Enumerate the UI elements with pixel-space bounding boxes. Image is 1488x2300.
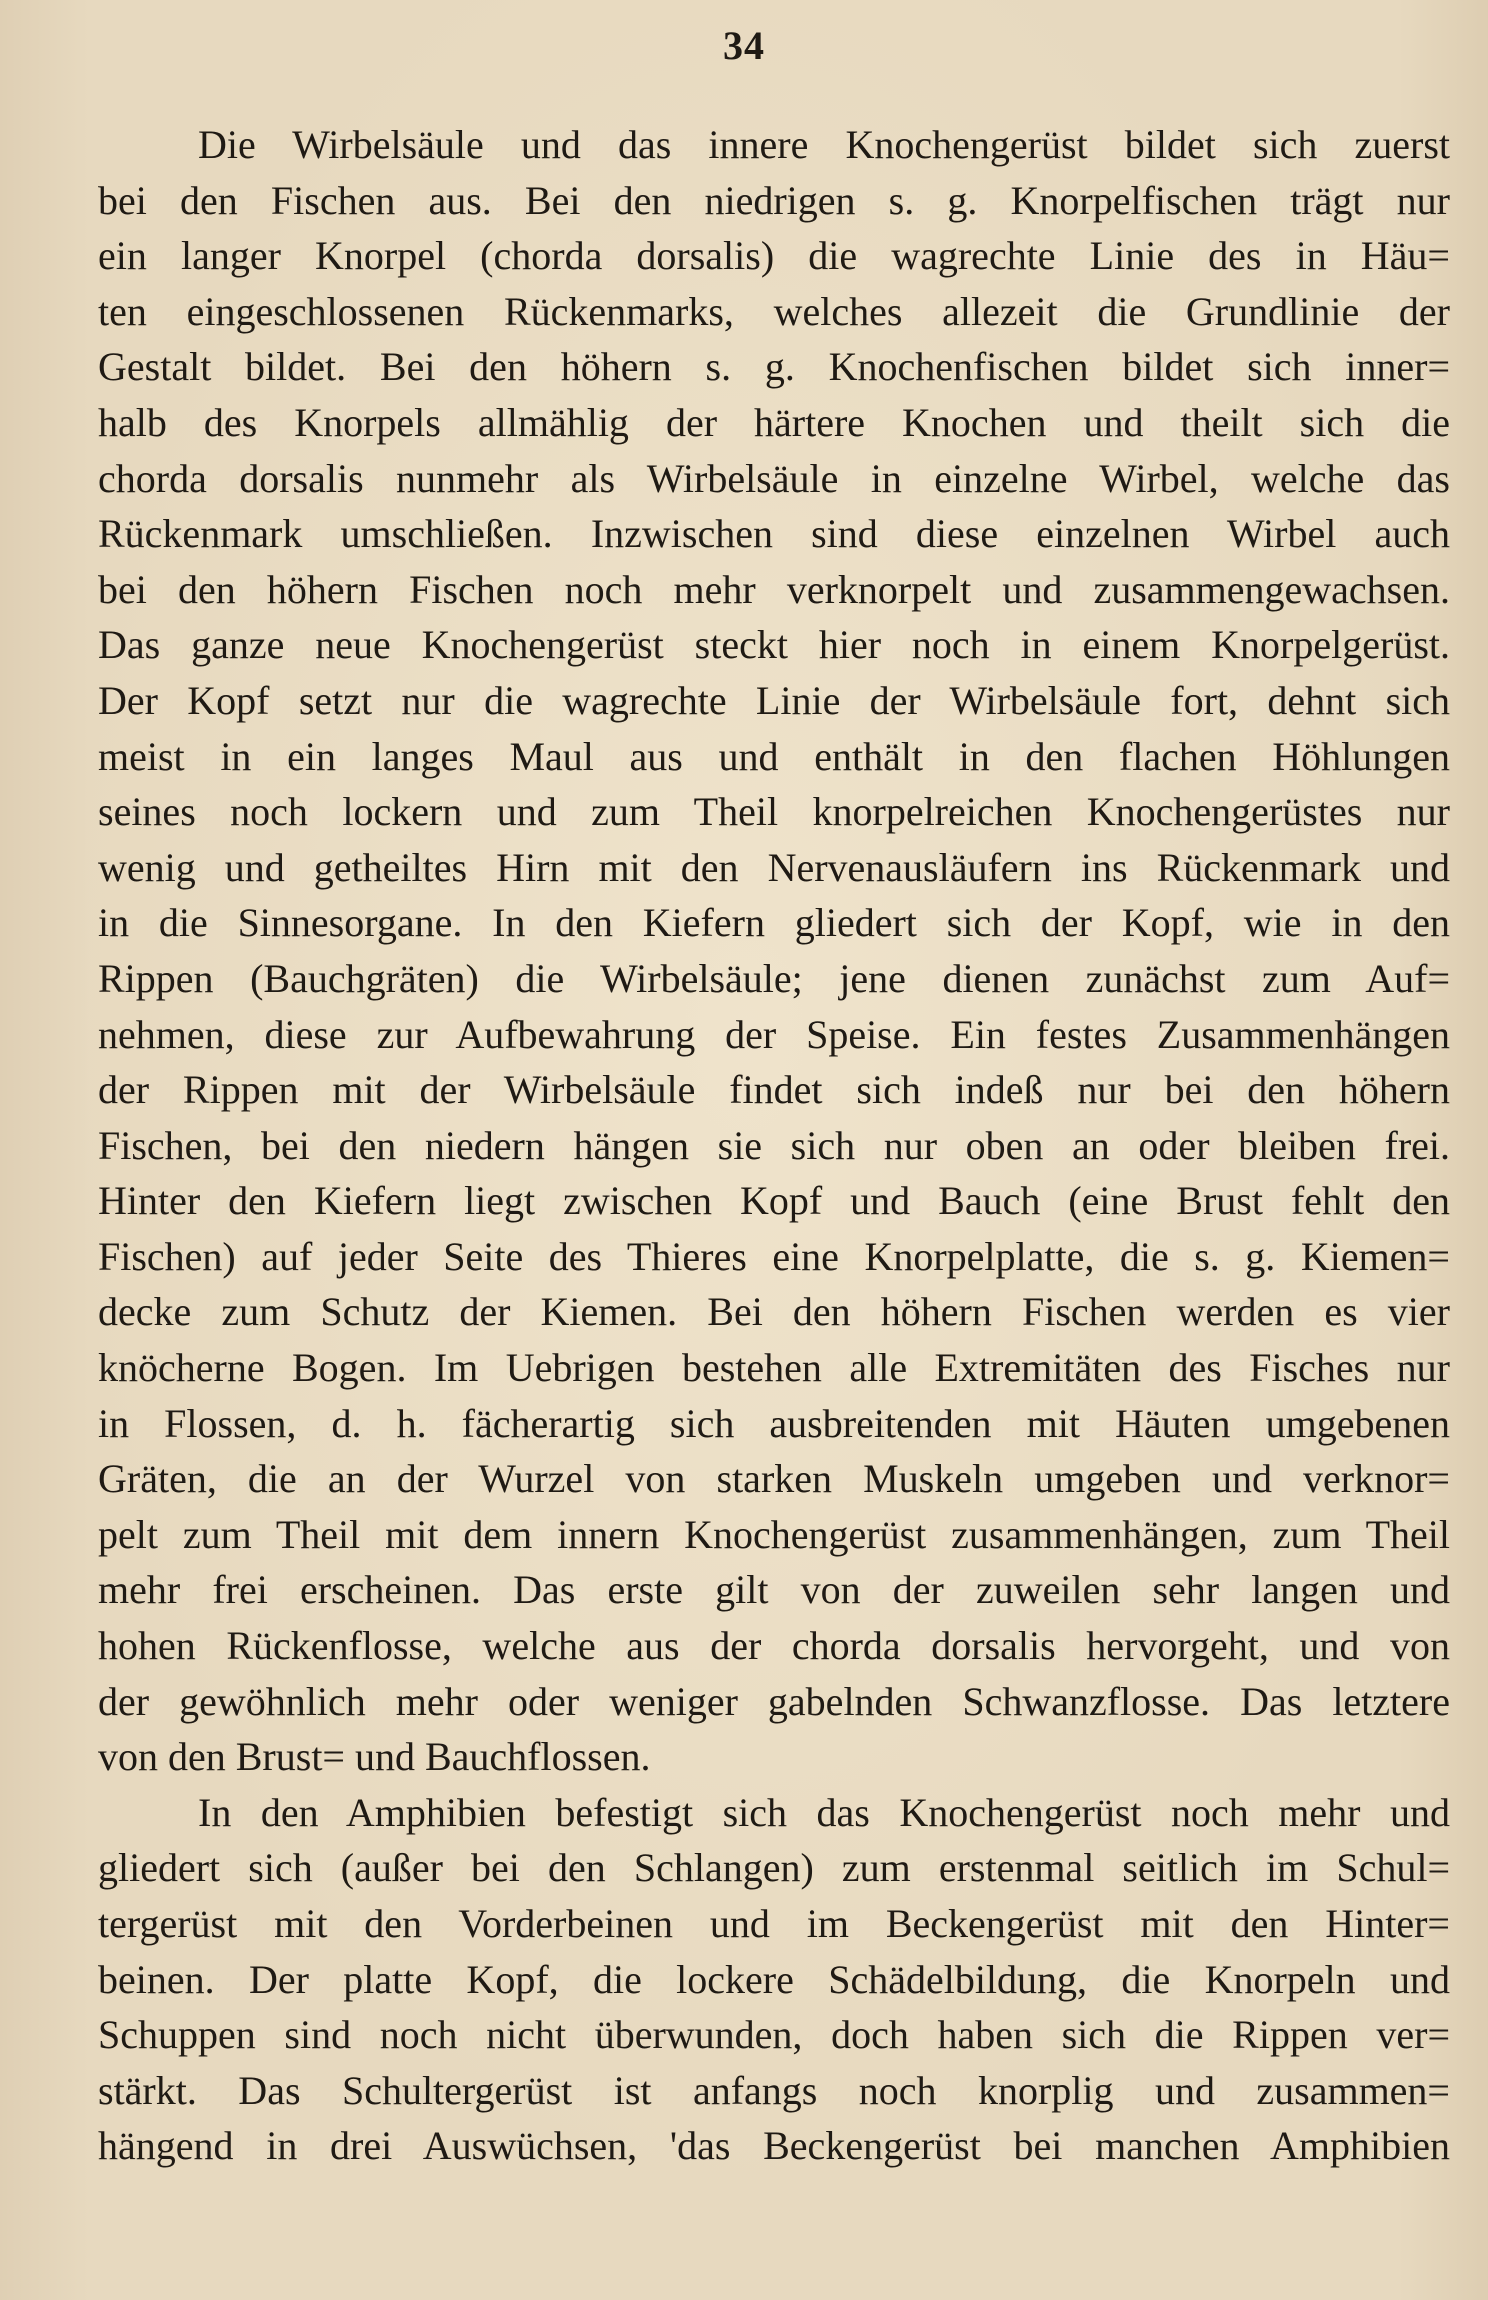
text-line: der gewöhnlich mehr oder weniger gabelnden Schwanzflosse. Das letztere bbox=[98, 1678, 1450, 1724]
text-line: Fischen, bei den niedern hängen sie sich nur oben an oder bleiben frei. bbox=[98, 1122, 1450, 1168]
text-line: wenig und getheiltes Hirn mit den Nervenausläufern ins Rückenmark und bbox=[98, 844, 1450, 890]
paragraph-2 bbox=[98, 1785, 1450, 2174]
text-line: stärkt. Das Schultergerüst ist anfangs noch knorplig und zusammen= bbox=[98, 2067, 1450, 2113]
body-text bbox=[98, 117, 1450, 2174]
text-line: Fischen) auf jeder Seite des Thieres eine Knorpelplatte, die s. g. Kiemen= bbox=[98, 1233, 1450, 1279]
text-line: Rückenmark umschließen. Inzwischen sind diese einzelnen Wirbel auch bbox=[98, 511, 1450, 557]
text-line: knöcherne Bogen. Im Uebrigen bestehen alle Extremitäten des Fisches nur bbox=[98, 1345, 1450, 1391]
text-line: in die Sinnesorgane. In den Kiefern gliedert sich der Kopf, wie in den bbox=[98, 900, 1450, 946]
text-line: Die Wirbelsäule und das innere Knochengerüst bildet sich zuerst bbox=[198, 122, 1450, 167]
text-line: decke zum Schutz der Kiemen. Bei den höhern Fischen werden es vier bbox=[98, 1289, 1450, 1335]
text-line: chorda dorsalis nunmehr als Wirbelsäule in einzelne Wirbel, welche das bbox=[98, 455, 1450, 501]
text-line: Rippen (Bauchgräten) die Wirbelsäule; jene dienen zunächst zum Auf= bbox=[98, 955, 1450, 1001]
text-line: in Flossen, d. h. fächerartig sich ausbreitenden mit Häuten umgebenen bbox=[98, 1400, 1450, 1446]
text-line: hohen Rückenflosse, welche aus der chorda dorsalis hervorgeht, und von bbox=[98, 1623, 1450, 1669]
text-line: mehr frei erscheinen. Das erste gilt von der zuweilen sehr langen und bbox=[98, 1567, 1450, 1613]
text-line: hängend in drei Auswüchsen, 'das Beckengerüst bei manchen Amphibien bbox=[98, 2123, 1450, 2169]
text-line: bei den Fischen aus. Bei den niedrigen s. g. Knorpelfischen trägt nur bbox=[98, 177, 1450, 223]
text-line: tergerüst mit den Vorderbeinen und im Beckengerüst mit den Hinter= bbox=[98, 1901, 1450, 1946]
text-line: Gestalt bildet. Bei den höhern s. g. Knochenfischen bildet sich inner= bbox=[98, 344, 1450, 390]
text-line: Gräten, die an der Wurzel von starken Muskeln umgeben und verknor= bbox=[98, 1456, 1450, 1502]
text-line: gliedert sich (außer bei den Schlangen) zum erstenmal seitlich im Schul= bbox=[98, 1845, 1450, 1891]
text-line: beinen. Der platte Kopf, die lockere Schädelbildung, die Knorpeln und bbox=[98, 1956, 1450, 2002]
text-line: Hinter den Kiefern liegt zwischen Kopf und Bauch (eine Brust fehlt den bbox=[98, 1178, 1450, 1224]
text-line: Schuppen sind noch nicht überwunden, doch haben sich die Rippen ver= bbox=[98, 2012, 1450, 2058]
text-line: ten eingeschlossenen Rückenmarks, welches allezeit die Grundlinie der bbox=[98, 288, 1450, 334]
text-line: In den Amphibien befestigt sich das Knochengerüst noch mehr und bbox=[198, 1789, 1450, 1835]
text-line: ein langer Knorpel (chorda dorsalis) die wagrechte Linie des in Häu= bbox=[98, 233, 1450, 279]
text-line: der Rippen mit der Wirbelsäule findet sich indeß nur bei den höhern bbox=[98, 1067, 1450, 1113]
text-line: halb des Knorpels allmählig der härtere Knochen und theilt sich die bbox=[98, 399, 1450, 445]
text-line: von den Brust= und Bauchflossen. bbox=[98, 1734, 651, 1780]
text-line: seines noch lockern und zum Theil knorpelreichen Knochengerüstes nur bbox=[98, 789, 1450, 835]
text-line: Das ganze neue Knochengerüst steckt hier noch in einem Knorpelgerüst. bbox=[98, 622, 1450, 668]
paragraph-1 bbox=[98, 117, 1450, 1785]
page-number: 34 bbox=[723, 23, 765, 68]
text-line: bei den höhern Fischen noch mehr verknorpelt und zusammengewachsen. bbox=[98, 566, 1450, 612]
text-line: meist in ein langes Maul aus und enthält in den flachen Höhlungen bbox=[98, 733, 1450, 779]
text-line: nehmen, diese zur Aufbewahrung der Speise. Ein festes Zusammenhängen bbox=[98, 1011, 1450, 1057]
text-line: pelt zum Theil mit dem innern Knochengerüst zusammenhängen, zum Theil bbox=[98, 1511, 1450, 1557]
text-line: Der Kopf setzt nur die wagrechte Linie der Wirbelsäule fort, dehnt sich bbox=[98, 677, 1450, 723]
